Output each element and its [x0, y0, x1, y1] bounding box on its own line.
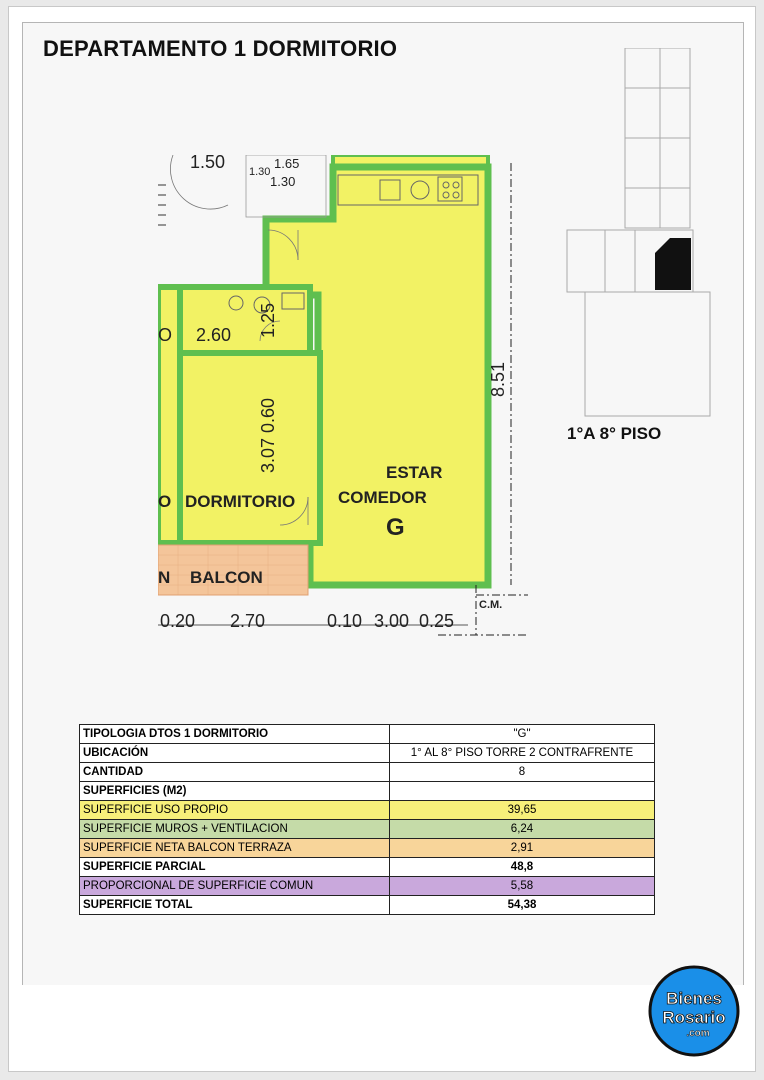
table-row	[80, 763, 655, 782]
table-row	[80, 896, 655, 915]
dim-bottom-020: 0.20	[160, 611, 196, 631]
dim-bottom-025: 0.25	[419, 611, 455, 631]
room-label-unit: G	[386, 514, 405, 541]
table-row	[80, 820, 655, 839]
room-label-comedor: COMEDOR	[338, 488, 427, 507]
table-row	[80, 877, 655, 896]
dim-bottom-270: 2.70	[230, 611, 266, 631]
table-row	[80, 782, 655, 801]
table-row	[80, 801, 655, 820]
dim-bottom-010: 0.10	[327, 611, 363, 631]
dim-living-height: 8.51	[488, 361, 508, 397]
dim-bedroom-height: 3.07 0.60	[258, 397, 278, 473]
room-label-estar: ESTAR	[386, 463, 443, 482]
svg-text:Rosario: Rosario	[662, 1008, 726, 1027]
row-value	[390, 782, 655, 801]
dim-bath-width: 2.60	[196, 325, 232, 345]
dim-top-130b: 1.30	[270, 174, 296, 189]
dim-bottom-300: 3.00	[374, 611, 410, 631]
row-value: 8	[390, 763, 655, 782]
dim-bath-height: 1.25	[258, 302, 278, 338]
row-value: 48,8	[390, 858, 655, 877]
room-label-dormitorio: DORMITORIO	[185, 492, 296, 511]
dim-top-130a: 1.30	[249, 166, 271, 178]
table-row	[80, 725, 655, 744]
room-label-left: O	[158, 325, 173, 345]
room-label-dormitorio-left: O	[158, 492, 172, 511]
row-label: SUPERFICIE PARCIAL	[80, 858, 390, 877]
svg-text:Bienes: Bienes	[666, 989, 722, 1008]
dim-cm: C.M.	[479, 599, 503, 611]
row-value: 2,91	[390, 839, 655, 858]
room-label-balcon: BALCON	[190, 568, 263, 587]
row-value: 1° AL 8° PISO TORRE 2 CONTRAFRENTE	[390, 744, 655, 763]
surface-table	[79, 724, 655, 915]
unit-highlight	[655, 238, 691, 290]
room-label-balcon-left: N	[158, 568, 171, 587]
table-row	[80, 858, 655, 877]
row-label: SUPERFICIES (M2)	[80, 782, 390, 801]
row-value: 54,38	[390, 896, 655, 915]
table-row	[80, 744, 655, 763]
row-label: PROPORCIONAL DE SUPERFICIE COMUN	[80, 877, 390, 896]
row-label: SUPERFICIE TOTAL	[80, 896, 390, 915]
bienes-rosario-logo	[648, 965, 740, 1057]
dim-top-165: 1.65	[274, 156, 300, 171]
key-plan-caption: 1°A 8° PISO	[567, 424, 662, 443]
row-label: SUPERFICIE NETA BALCON TERRAZA	[80, 839, 390, 858]
footer-band	[22, 985, 744, 1058]
row-value: 6,24	[390, 820, 655, 839]
row-label: CANTIDAD	[80, 763, 390, 782]
row-value: 39,65	[390, 801, 655, 820]
floor-plan	[158, 155, 528, 640]
row-label: UBICACIÓN	[80, 744, 390, 763]
page-title: DEPARTAMENTO 1 DORMITORIO	[43, 36, 398, 61]
row-label: TIPOLOGIA DTOS 1 DORMITORIO	[80, 725, 390, 744]
row-value: "G"	[390, 725, 655, 744]
row-value: 5,58	[390, 877, 655, 896]
table-row	[80, 839, 655, 858]
bedroom-area	[180, 353, 320, 543]
svg-text:.com: .com	[686, 1028, 710, 1039]
key-plan	[565, 48, 715, 420]
row-label: SUPERFICIE MUROS + VENTILACION	[80, 820, 390, 839]
dim-top-150: 1.50	[190, 155, 226, 172]
row-label: SUPERFICIE USO PROPIO	[80, 801, 390, 820]
